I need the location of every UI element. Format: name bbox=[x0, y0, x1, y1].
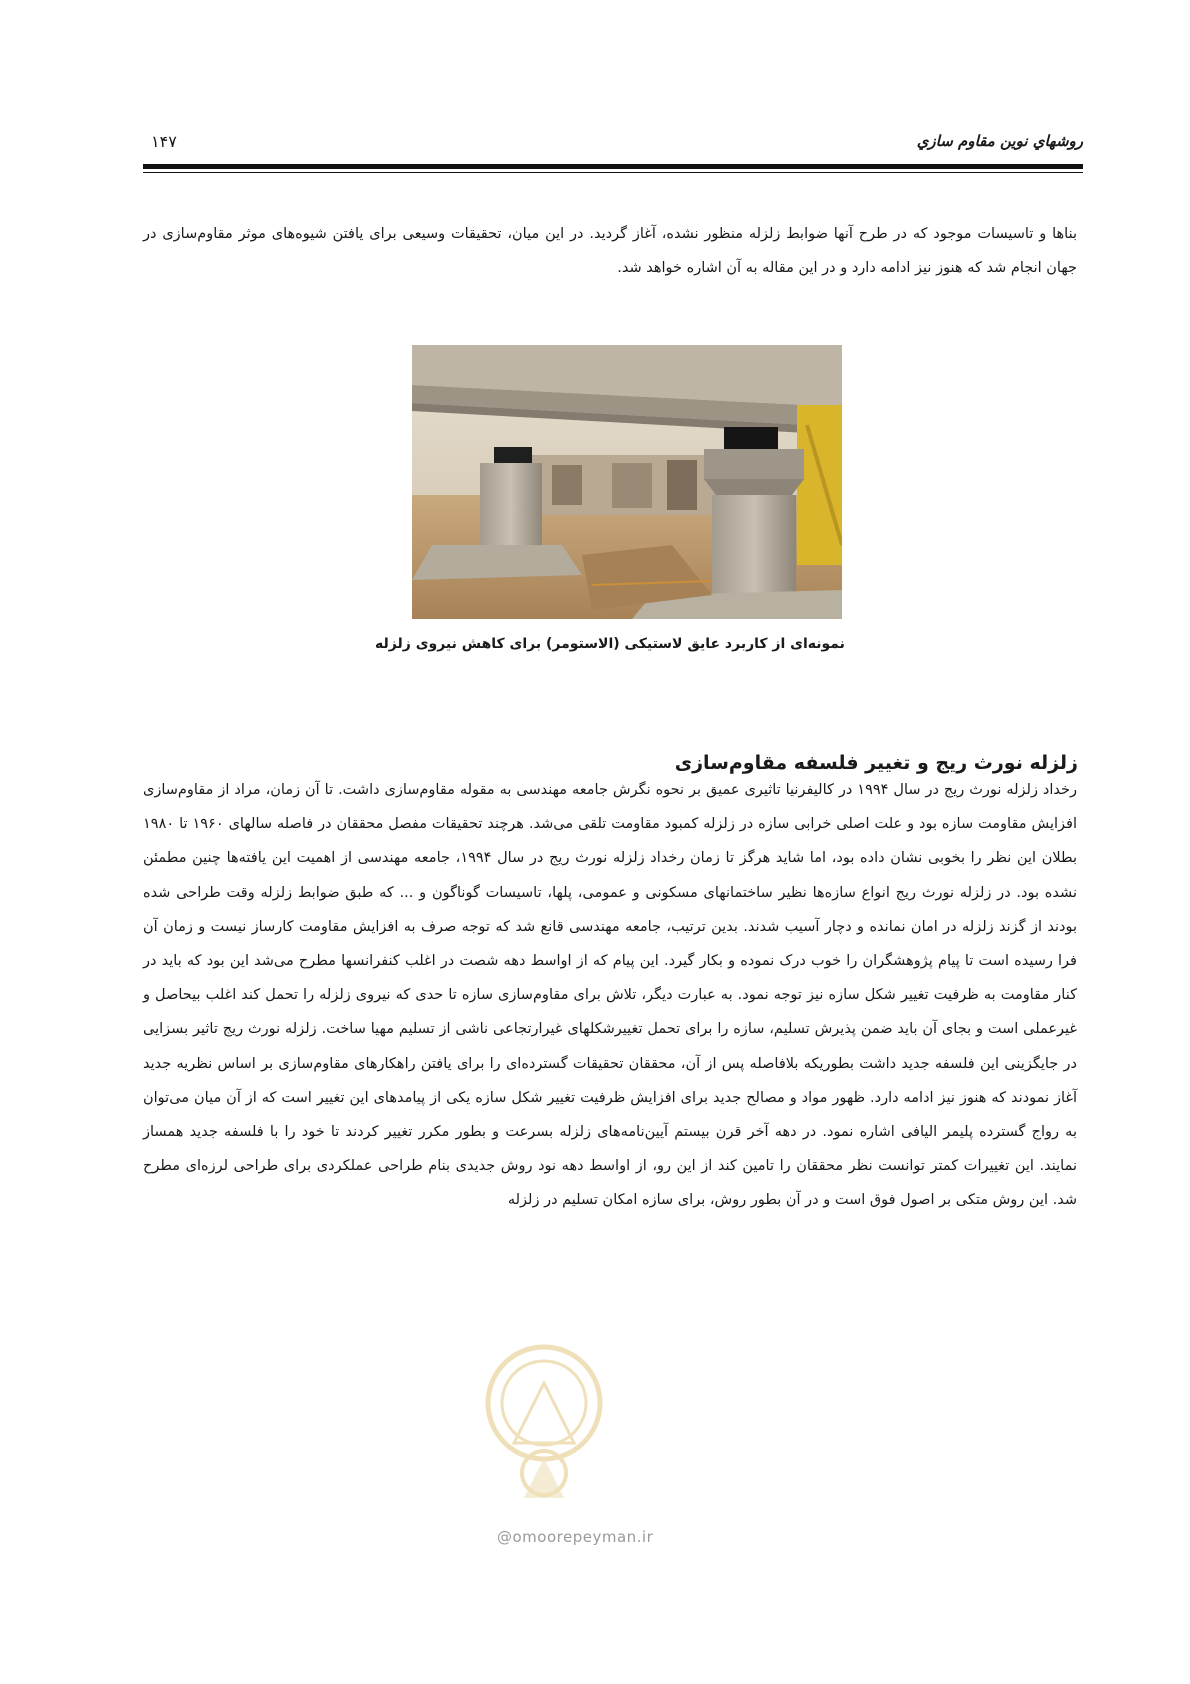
section-body: رخداد زلزله نورث ریج در سال ۱۹۹۴ در کالیفرنیا تاثیری عمیق بر نحوه نگرش جامعه مهندسی به مقوله مقاوم‌سازی داشت. تا آن زمان، مراد از مقاوم‌سازی افزایش مقاومت سازه بود و علت اصلی خرابی سازه در زلزله کمبود مقاومت تلقی می‌شد. هرچند تحقیقات مفصل محققان در فاصله سالهای ۱۹۶۰ تا ۱۹۸۰ بطلان این نظر را بخوبی نشان داده بود، اما شاید هرگز تا زمان رخداد زلزله نورث ریج در سال ۱۹۹۴، جامعه مهندسی از اهمیت این یافته‌ها چنین مطمئن نشده بود. در زلزله نورث ریج انواع سازه‌ها نظیر ساختمانهای مسکونی و عمومی، پلها، تاسیسات گوناگون و ... که طبق ضوابط زلزله وقت طراحی شده بودند از گزند زلزله در امان نمانده و دچار آسیب شدند. بدین ترتیب، جامعه مهندسی قانع شد که توجه صرف به افزایش مقاومت کارساز نیست و زمان آن فرا رسیده است تا پیام پژوهشگران را خوب درک نموده و بکار گیرد. این پیام که از اواسط دهه شصت در اغلب کنفرانسها مطرح می‌شد این بود که باید در کنار مقاومت به ظرفیت تغییر شکل سازه نیز توجه نمود. به عبارت دیگر، تلاش برای مقاوم‌سازی سازه تا حدی که نیروی زلزله را تحمل کند اغلب بیحاصل و غیرعملی است و بجای آن باید ضمن پذیرش تسلیم، سازه را برای تحمل تغییرشکلهای غیرارتجاعی ناشی از تسلیم مهیا ساخت. زلزله نورث ریج تاثیر بسزایی در جایگزینی این فلسفه جدید داشت بطوریکه بلافاصله پس از آن، محققان تحقیقات گسترده‌ای را برای یافتن راهکارهای مقاوم‌سازی بر اساس نظریه جدید آغاز نمودند که هنوز نیز ادامه دارد. ظهور مواد و مصالح جدید برای افزایش ظرفیت تغییر شکل سازه یکی از پیامدهای این تغییر است که از آن میان می‌توان به رواج گسترده پلیمر الیافی اشاره نمود. در دهه آخر قرن بیستم آیین‌نامه‌های زلزله بسرعت و بطور مکرر تغییر کردند تا خود را با فلسفه جدید همساز نمایند. این تغییرات کمتر توانست نظر محققان را تامین کند از این رو، از اواسط دهه نود روش جدیدی بنام طراحی عملکردی برای طراحی لرزه‌ای مطرح شد. این روش متکی بر اصول فوق است و در آن بطور روش، برای سازه امکان تسلیم در زلزله bbox=[143, 782, 1078, 1209]
watermark-url: @omoorepeyman.ir bbox=[497, 1528, 654, 1546]
intro-paragraph: بناها و تاسیسات موجود که در طرح آنها ضوابط زلزله منظور نشده، آغاز گردید. در این میان، تحقیقات وسیعی برای یافتن شیوه‌های موثر مقاوم‌سازی در جهان انجام شد که هنوز نیز ادامه دارد و در این مقاله به آن اشاره خواهد شد. bbox=[143, 226, 1077, 276]
running-title: روشهاي نوين مقاوم سازي bbox=[916, 132, 1083, 150]
page-header bbox=[143, 132, 1083, 156]
section-heading: زلزله نورث ریج و تغییر فلسفه مقاوم‌سازی bbox=[674, 752, 1078, 774]
elastomer-bearing-photo bbox=[412, 345, 842, 619]
figure-photo bbox=[412, 345, 842, 619]
watermark-seal bbox=[484, 1313, 604, 1523]
figure-caption: نمونه‌ای از کاربرد عایق لاستیکی (الاستومر) برای کاهش نیروی زلزله bbox=[375, 636, 845, 652]
header-rule-thin bbox=[143, 172, 1083, 173]
page-number: ۱۴۷ bbox=[151, 132, 177, 151]
header-rule-thick bbox=[143, 164, 1083, 169]
